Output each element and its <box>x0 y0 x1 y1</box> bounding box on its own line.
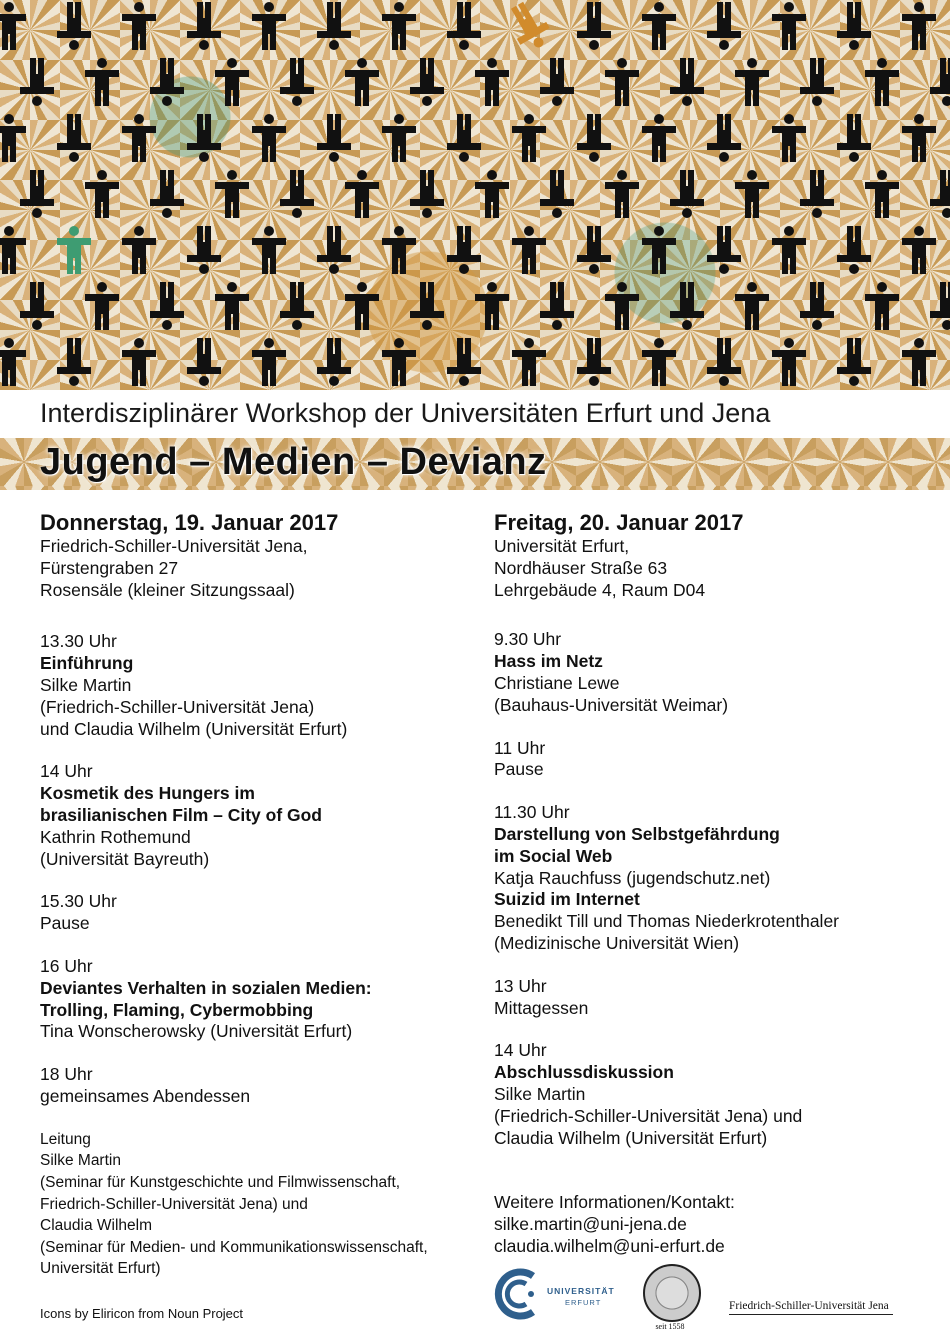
erfurt-logo <box>493 1266 623 1328</box>
venue-line: Lehrgebäude 4, Raum D04 <box>494 579 706 600</box>
person-icon <box>837 2 871 50</box>
person-icon <box>85 58 119 106</box>
session-time: 13.30 Uhr <box>40 631 117 652</box>
venue-line: Universität Erfurt, <box>494 536 630 556</box>
spacer <box>40 1043 470 1064</box>
session-time: 9.30 Uhr <box>494 629 562 650</box>
session-title: im Social Web <box>494 845 613 866</box>
person-icon <box>280 282 314 330</box>
person-icon <box>605 58 639 106</box>
person-icon <box>930 58 950 106</box>
person-icon <box>187 114 221 162</box>
person-icon <box>865 170 899 218</box>
person-icon <box>512 226 546 274</box>
person-icon <box>215 58 249 106</box>
venue-line: Fürstengraben 27 <box>40 557 179 578</box>
person-icon <box>475 58 509 106</box>
person-icon <box>345 282 379 330</box>
icon-credits: Icons by Eliricon from Noun Project <box>40 1306 244 1321</box>
person-icon <box>150 58 184 106</box>
person-icon <box>577 338 611 386</box>
session-title: Darstellung von Selbstgefährdung <box>494 823 780 844</box>
person-icon <box>735 170 769 218</box>
session-title: Trolling, Flaming, Cybermobbing <box>40 999 314 1020</box>
seal-caption: seit 1558 <box>655 1322 685 1331</box>
person-icon <box>187 338 221 386</box>
person-icon <box>512 338 546 386</box>
person-icon <box>150 282 184 330</box>
person-icon <box>670 170 704 218</box>
person-icon <box>577 2 611 50</box>
session-detail: Mittagessen <box>494 997 589 1018</box>
day-heading: Freitag, 20. Januar 2017 <box>494 510 744 535</box>
erfurt-logo-line1: UNIVERSITÄT <box>547 1286 615 1296</box>
person-icon <box>345 58 379 106</box>
venue-line: Rosensäle (kleiner Sitzungssaal) <box>40 579 295 600</box>
leitung-label: Leitung <box>40 1130 91 1148</box>
person-icon <box>837 338 871 386</box>
session-title: Deviantes Verhalten in sozialen Medien: <box>40 977 372 998</box>
session-detail: (Friedrich-Schiller-Universität Jena) <box>40 696 315 717</box>
person-icon <box>382 2 416 50</box>
person-icon <box>670 58 704 106</box>
person-icon <box>317 2 351 50</box>
person-icon <box>57 2 91 50</box>
person-icon <box>0 226 26 274</box>
session-detail: Christiane Lewe <box>494 672 620 693</box>
person-icon <box>502 0 555 55</box>
session-time: 11.30 Uhr <box>494 802 570 823</box>
person-icon <box>122 114 156 162</box>
erfurt-logo-line2: ERFURT <box>565 1298 602 1307</box>
person-icon <box>735 58 769 106</box>
person-icon <box>902 114 936 162</box>
session-detail: Katja Rauchfuss (jugendschutz.net) <box>494 867 771 888</box>
spacer <box>494 1149 914 1170</box>
jena-seal <box>643 1264 701 1322</box>
spacer <box>40 935 470 956</box>
person-icon <box>85 170 119 218</box>
venue-line: Nordhäuser Straße 63 <box>494 557 668 578</box>
person-icon <box>605 170 639 218</box>
spacer <box>40 601 470 631</box>
session-time: 15.30 Uhr <box>40 891 117 912</box>
person-icon <box>540 282 574 330</box>
session-title: brasilianischen Film – City of God <box>40 804 322 825</box>
person-icon <box>57 226 91 274</box>
session-detail: und Claudia Wilhelm (Universität Erfurt) <box>40 718 348 739</box>
leitung-line: Friedrich-Schiller-Universität Jena) und <box>40 1195 308 1213</box>
session-detail: Claudia Wilhelm (Universität Erfurt) <box>494 1127 768 1148</box>
person-icon <box>215 170 249 218</box>
session-detail: (Friedrich-Schiller-Universität Jena) und <box>494 1105 803 1126</box>
contact-label: Weitere Informationen/Kontakt: <box>494 1192 735 1213</box>
person-icon <box>577 114 611 162</box>
spacer <box>494 601 914 629</box>
person-icon <box>642 114 676 162</box>
day1-column <box>40 510 470 1280</box>
session-detail: Pause <box>40 913 90 934</box>
person-icon <box>772 226 806 274</box>
session-detail: (Universität Bayreuth) <box>40 848 210 869</box>
person-icon <box>707 114 741 162</box>
person-icon <box>0 338 26 386</box>
session-title: Abschlussdiskussion <box>494 1062 674 1083</box>
spacer <box>494 781 914 802</box>
person-icon <box>447 226 481 274</box>
session-detail: Silke Martin <box>494 1083 586 1104</box>
person-icon <box>475 282 509 330</box>
person-icon <box>642 226 676 274</box>
leitung-line: Universität Erfurt) <box>40 1260 161 1278</box>
person-icon <box>902 2 936 50</box>
person-icon <box>707 226 741 274</box>
person-icon <box>837 114 871 162</box>
person-icon <box>410 282 444 330</box>
contact-email-link[interactable]: silke.martin@uni-jena.de <box>494 1214 687 1235</box>
person-icon <box>930 170 950 218</box>
spacer <box>40 1108 470 1129</box>
person-icon <box>150 170 184 218</box>
session-time: 18 Uhr <box>40 1064 93 1085</box>
person-icon <box>20 282 54 330</box>
person-icon <box>57 114 91 162</box>
person-icon <box>707 2 741 50</box>
erfurt-logo-mark <box>493 1266 543 1322</box>
person-icon <box>252 114 286 162</box>
person-icon <box>317 114 351 162</box>
person-icon <box>512 114 546 162</box>
person-icon <box>280 170 314 218</box>
session-detail: gemeinsames Abendessen <box>40 1085 251 1106</box>
person-icon <box>800 58 834 106</box>
person-icon <box>772 114 806 162</box>
person-icon <box>122 2 156 50</box>
spacer <box>494 1170 914 1192</box>
person-icon <box>670 282 704 330</box>
spacer <box>40 870 470 891</box>
leitung-line: Claudia Wilhelm <box>40 1217 152 1235</box>
person-icon <box>577 226 611 274</box>
person-icon <box>540 170 574 218</box>
person-icon <box>642 2 676 50</box>
person-icon <box>122 338 156 386</box>
person-icon <box>382 338 416 386</box>
person-icon <box>410 170 444 218</box>
person-icon <box>865 282 899 330</box>
leitung-line: (Seminar für Medien- und Kommunikationswissenschaft, <box>40 1238 428 1256</box>
person-icon <box>642 338 676 386</box>
person-icon <box>187 226 221 274</box>
person-icon <box>735 282 769 330</box>
contact-email-link[interactable]: claudia.wilhelm@uni-erfurt.de <box>494 1235 725 1256</box>
logos <box>493 1262 903 1332</box>
session-detail: Kathrin Rothemund <box>40 826 191 847</box>
person-icon <box>930 282 950 330</box>
session-detail: Silke Martin <box>40 674 132 695</box>
workshop-title: Interdisziplinärer Workshop der Universitäten Erfurt und Jena <box>40 398 771 428</box>
person-icon <box>215 282 249 330</box>
person-icon <box>800 282 834 330</box>
person-icon <box>800 170 834 218</box>
person-icon <box>475 170 509 218</box>
person-icon <box>902 226 936 274</box>
person-icon <box>447 338 481 386</box>
person-icon <box>0 2 26 50</box>
session-time: 14 Uhr <box>40 761 93 782</box>
person-icon <box>252 338 286 386</box>
session-title: Einführung <box>40 653 134 674</box>
session-title: Suizid im Internet <box>494 889 640 910</box>
session-time: 16 Uhr <box>40 955 93 976</box>
session-time: 13 Uhr <box>494 975 547 996</box>
person-icon <box>902 338 936 386</box>
session-title: Kosmetik des Hungers im <box>40 783 255 804</box>
person-icon <box>57 338 91 386</box>
leitung-line: (Seminar für Kunstgeschichte und Filmwissenschaft, <box>40 1173 401 1191</box>
person-icon <box>122 226 156 274</box>
person-icon <box>20 58 54 106</box>
person-icon <box>0 114 26 162</box>
session-detail: (Medizinische Universität Wien) <box>494 932 740 953</box>
person-icon <box>280 58 314 106</box>
person-icon <box>317 338 351 386</box>
session-time: 14 Uhr <box>494 1040 547 1061</box>
person-icon <box>772 2 806 50</box>
session-time: 11 Uhr <box>494 737 546 758</box>
person-icon <box>252 226 286 274</box>
session-title: Hass im Netz <box>494 651 603 672</box>
day2-column <box>494 510 914 1258</box>
spacer <box>494 717 914 738</box>
session-detail: Benedikt Till und Thomas Niederkrotenthaler <box>494 911 840 932</box>
spacer <box>40 740 470 761</box>
session-detail: Pause <box>494 759 544 780</box>
person-icon <box>382 226 416 274</box>
leitung-block <box>40 1129 470 1280</box>
person-icon <box>605 282 639 330</box>
spacer <box>494 955 914 976</box>
person-icon <box>410 58 444 106</box>
leitung-line: Silke Martin <box>40 1152 121 1170</box>
day-heading: Donnerstag, 19. Januar 2017 <box>40 510 339 535</box>
person-icon <box>20 170 54 218</box>
person-icon <box>865 58 899 106</box>
person-icon <box>317 226 351 274</box>
spacer <box>494 1019 914 1040</box>
person-icon <box>382 114 416 162</box>
person-icon <box>85 282 119 330</box>
banner-pattern <box>0 0 950 390</box>
person-icon <box>252 2 286 50</box>
session-detail: Tina Wonscherowsky (Universität Erfurt) <box>40 1021 353 1042</box>
person-icon <box>707 338 741 386</box>
venue-line: Friedrich-Schiller-Universität Jena, <box>40 536 308 556</box>
jena-logo: Friedrich-Schiller-Universität Jena <box>729 1300 893 1315</box>
person-icon <box>772 338 806 386</box>
person-icon <box>447 114 481 162</box>
person-icon <box>345 170 379 218</box>
person-icon <box>540 58 574 106</box>
person-icon <box>447 2 481 50</box>
person-icon <box>187 2 221 50</box>
workshop-subtitle: Jugend – Medien – Devianz <box>40 441 547 483</box>
person-icon <box>837 226 871 274</box>
session-detail: (Bauhaus-Universität Weimar) <box>494 694 729 715</box>
